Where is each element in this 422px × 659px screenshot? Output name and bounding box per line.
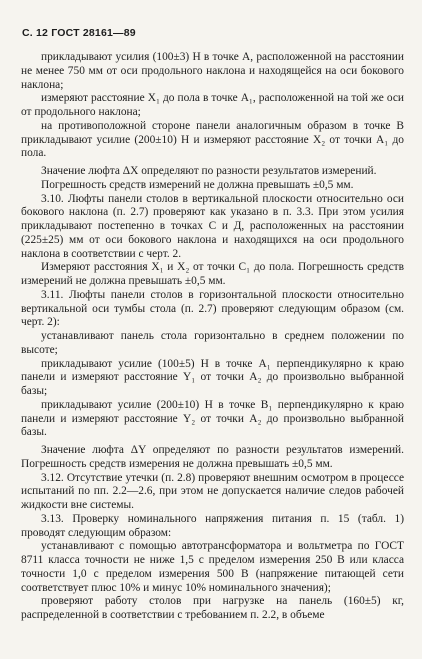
paragraph: устанавливают с помощью автотрансформатора и вольтметра по ГОСТ 8711 класса точности не ниже 1,5 с пределом измерения 250 В или класса точности 1,0 с пределом измерения 500 В (напряжение питающей сети соответствует плюс 10% и минус 10% номинального значения);	[21, 540, 404, 594]
paragraph: устанавливают панель стола горизонтально в среднем положении по высоте;	[21, 330, 404, 356]
paragraph: Значение люфта ΔX определяют по разности результатов измерений.	[41, 165, 377, 177]
paragraph: прикладывают усилие (200±10) Н в точке B₁ перпендикулярно к краю панели и измеряют расстояние Y₂ от точки A₂ до произвольно выбранной базы.	[21, 398, 404, 439]
paragraph: Измеряют расстояния X₁ и X₂ от точки C₁ до пола. Погрешность средств измерений не должна превышать ±0,5 мм.	[21, 261, 404, 287]
paragraph: 3.11. Люфты панели столов в горизонтальной плоскости относительно вертикальной оси тумбы стола (п. 2.7) проверяют следующим образом (см. черт. 2):	[21, 288, 404, 329]
paragraph: Значение люфта ΔY определяют по разности результатов измерений. Погрешность средств измерения не должна превышать ±0,5 мм.	[21, 444, 404, 470]
document-body	[21, 51, 404, 623]
paragraph: 3.10. Люфты панели столов в вертикальной плоскости относительно оси бокового наклона (п. 2.7) проверяют как указано в п. 3.3. При этом усилия прикладывают постепенно в точках С и Д, расположенных на расстоянии (225±25) мм от оси бокового наклона и находящихся на оси продольного наклона в соответствии с черт. 2.	[21, 192, 404, 260]
paragraph: 3.12. Отсутствие утечки (п. 2.8) проверяют внешним осмотром в процессе испытаний по пп. 2.2—2.6, при этом не допускается наличие следов рабочей жидкости вне системы.	[21, 471, 404, 511]
page-header: С. 12 ГОСТ 28161—89	[22, 27, 136, 39]
paragraph: на противоположной стороне панели аналогичным образом в точке В прикладывают усилие (200±10) Н и измеряют расстояние X₂ от точки A₁ до пола.	[21, 119, 404, 160]
paragraph: измеряют расстояние X₁ до пола в точке A₁, расположенной на той же оси от продольного наклона;	[21, 92, 404, 118]
paragraph: Погрешность средств измерений не должна превышать ±0,5 мм.	[41, 178, 354, 191]
paragraph: проверяют работу столов при нагрузке на панель (160±5) кг, распределенной в соответствии с требованием п. 2.2, в объеме	[21, 595, 404, 621]
paragraph: прикладывают усилие (100±5) Н в точке A₁ перпендикулярно к краю панели и измеряют расстояние Y₁ от точки A₂ до произвольно выбранной базы;	[21, 357, 404, 397]
paragraph: прикладывают усилия (100±3) Н в точке А, расположенной на расстоянии не менее 750 мм от оси продольного наклона и находящейся на оси бокового наклона;	[21, 51, 404, 91]
paragraph: 3.13. Проверку номинального напряжения питания п. 15 (табл. 1) проводят следующим образом:	[21, 512, 404, 539]
